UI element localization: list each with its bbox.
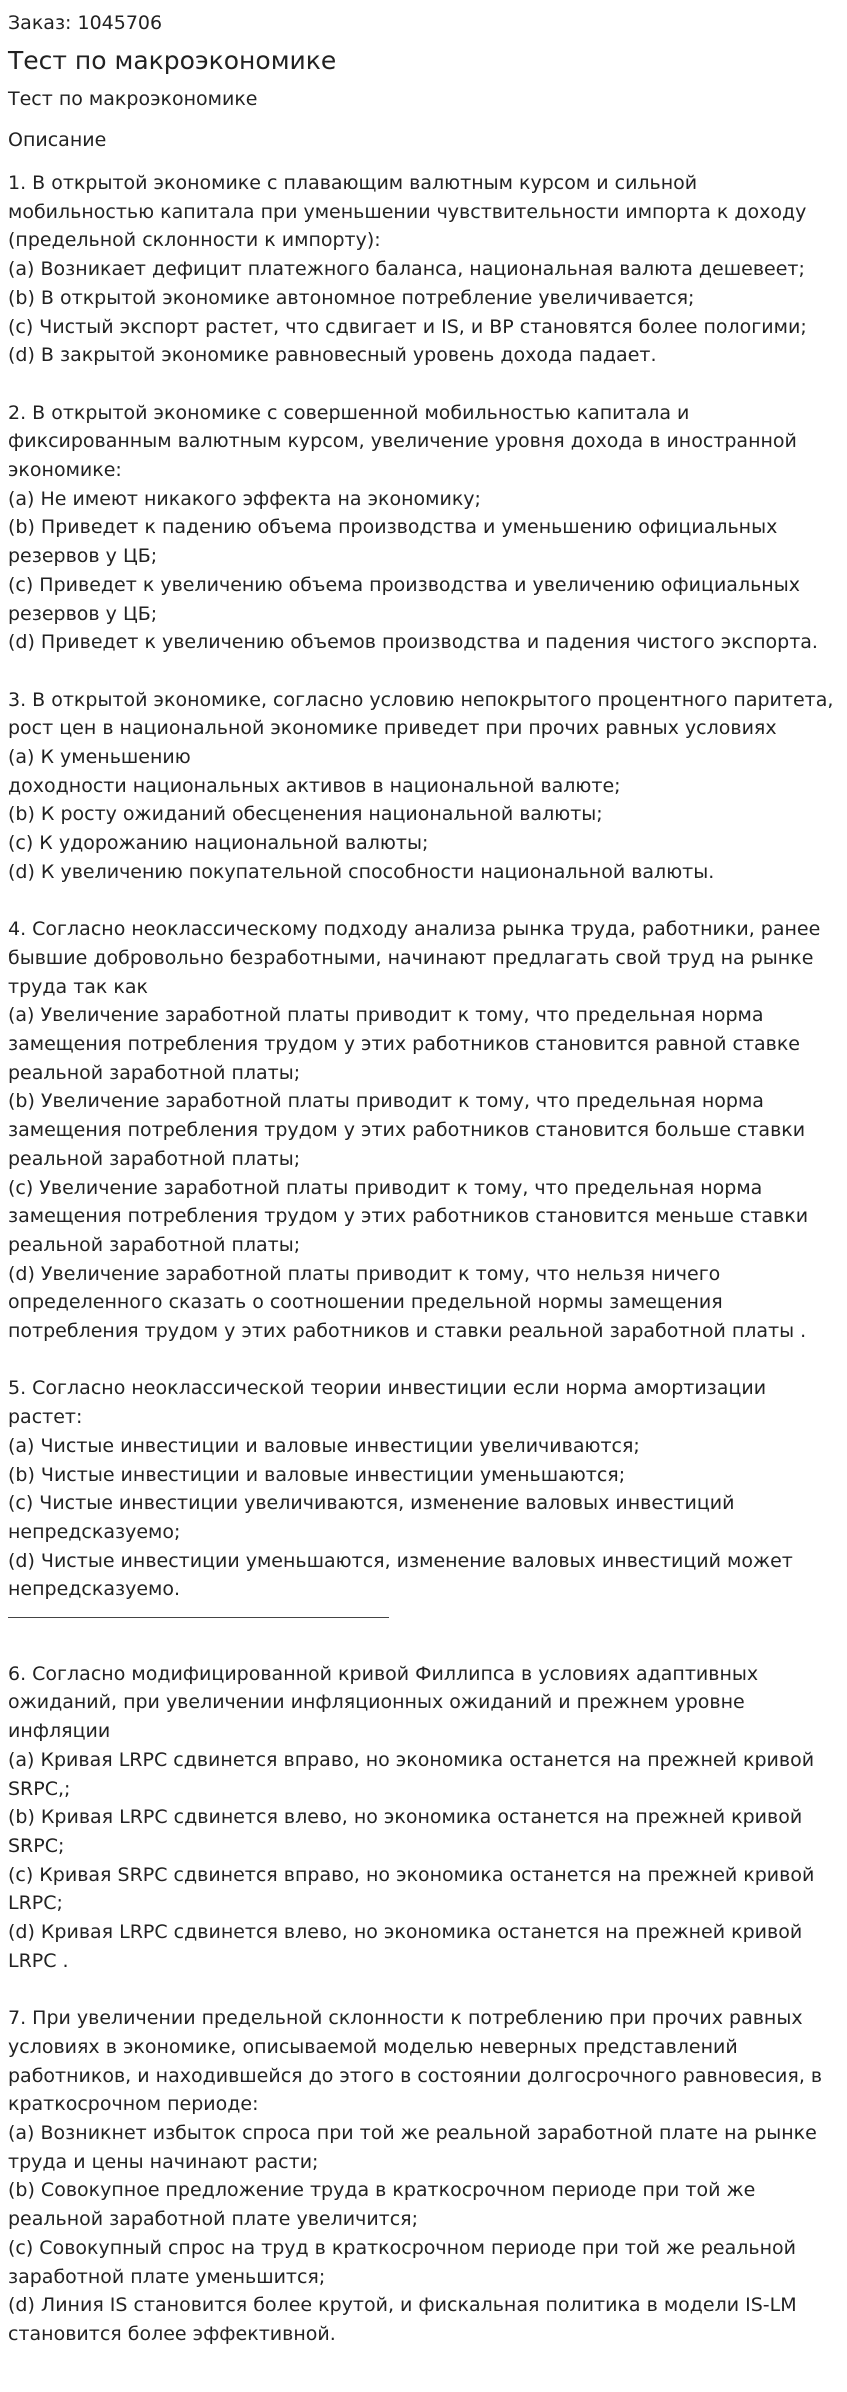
question-5 <box>8 1374 839 1604</box>
answer-option: LRPC . <box>8 1949 69 1972</box>
question-line: экономике: <box>8 459 122 482</box>
answer-option: (d) Приведет к увеличению объемов производства и падения чистого экспорта. <box>8 631 818 654</box>
answer-option: (d) Чистые инвестиции уменьшаются, изменение валовых инвестиций может <box>8 1549 793 1572</box>
question-1 <box>8 169 839 370</box>
answer-option: (b) Совокупное предложение труда в краткосрочном периоде при той же <box>8 2179 756 2202</box>
answer-option: непредсказуемо; <box>8 1520 181 1543</box>
answer-option: резервов у ЦБ; <box>8 602 158 625</box>
question-line: работников, и находившейся до этого в состоянии долгосрочного равновесия, в <box>8 2064 823 2087</box>
answer-option: доходности национальных активов в национальной валюте; <box>8 774 621 797</box>
answer-option: (b) Увеличение заработной платы приводит к тому, что предельная норма <box>8 1090 764 1113</box>
answer-option: (c) Совокупный спрос на труд в краткосрочном периоде при той же реальной <box>8 2236 796 2259</box>
description-label: Описание <box>8 129 107 151</box>
answer-option: SRPC,; <box>8 1777 71 1800</box>
answer-option: (a) Увеличение заработной платы приводит к тому, что предельная норма <box>8 1004 764 1027</box>
answer-option: резервов у ЦБ; <box>8 545 158 568</box>
question-line: условиях в экономике, описываемой моделью неверных представлений <box>8 2035 738 2058</box>
question-line: фиксированным валютным курсом, увеличение уровня дохода в иностранной <box>8 430 797 453</box>
question-6 <box>8 1660 839 1976</box>
answer-option: определенного сказать о соотношении предельной нормы замещения <box>8 1291 723 1314</box>
answer-option: (d) Увеличение заработной платы приводит к тому, что нельзя ничего <box>8 1262 721 1285</box>
question-line: 1. В открытой экономике с плавающим валютным курсом и сильной <box>8 172 698 194</box>
answer-option: реальной заработной платы; <box>8 1147 301 1170</box>
answer-option: (c) К удорожанию национальной валюты; <box>8 832 429 855</box>
question-line: 7. При увеличении предельной склонности к потреблению при прочих равных <box>8 2007 803 2030</box>
question-line: рост цен в национальной экономике приведет при прочих равных условиях <box>8 717 777 740</box>
question-line: мобильностью капитала при уменьшении чувствительности импорта к доходу <box>8 200 807 223</box>
answer-option: становится более эффективной. <box>8 2322 336 2345</box>
answer-option: SRPC; <box>8 1835 65 1857</box>
question-line: бывшие добровольно безработными, начинают предлагать свой труд на рынке <box>8 946 814 969</box>
question-line: растет: <box>8 1406 83 1429</box>
question-line: 4. Согласно неоклассическому подходу анализа рынка труда, работники, ранее <box>8 918 821 941</box>
question-line: инфляции <box>8 1720 111 1743</box>
answer-option: (c) Увеличение заработной платы приводит к тому, что предельная норма <box>8 1176 763 1199</box>
answer-option: (b) Кривая LRPC сдвинется влево, но экономика останется на прежней кривой <box>8 1806 803 1829</box>
question-line: 3. В открытой экономике, согласно условию непокрытого процентного паритета, <box>8 688 834 711</box>
question-7 <box>8 2004 839 2348</box>
answer-option: (a) Кривая LRPC сдвинется вправо, но экономика останется на прежней кривой <box>8 1748 815 1771</box>
answer-option: непредсказуемо. <box>8 1578 181 1601</box>
question-line: (предельной склонности к импорту): <box>8 229 381 252</box>
answer-option: (b) В открытой экономике автономное потребление увеличивается; <box>8 286 695 309</box>
question-4 <box>8 915 839 1346</box>
answer-option: (a) Возникает дефицит платежного баланса, национальная валюта дешевеет; <box>8 258 805 281</box>
question-3 <box>8 686 839 887</box>
questions-list <box>8 169 839 2349</box>
page-subtitle: Тест по макроэкономике <box>8 88 258 110</box>
question-line: труда так как <box>8 975 149 998</box>
answer-option: замещения потребления трудом у этих работников становится равной ставке <box>8 1033 800 1056</box>
answer-option: (b) Приведет к падению объема производства и уменьшению официальных <box>8 516 778 539</box>
answer-option: реальной заработной платы; <box>8 1233 301 1256</box>
answer-option: (c) Приведет к увеличению объема производства и увеличению официальных <box>8 573 800 596</box>
answer-option: труда и цены начинают расти; <box>8 2150 319 2173</box>
answer-option: реальной заработной платы; <box>8 1061 301 1084</box>
question-2 <box>8 399 839 657</box>
answer-option: (a) Возникнет избыток спроса при той же реальной заработной плате на рынке <box>8 2122 817 2145</box>
question-line: краткосрочном периоде: <box>8 2093 259 2116</box>
page-title: Тест по макроэкономике <box>8 46 337 75</box>
answer-option: (a) Не имеют никакого эффекта на экономику; <box>8 487 481 510</box>
answer-option: (c) Чистые инвестиции увеличиваются, изменение валовых инвестиций <box>8 1492 735 1515</box>
answer-option: замещения потребления трудом у этих работников становится больше ставки <box>8 1119 806 1142</box>
answer-option: (c) Чистый экспорт растет, что сдвигает и IS, и BP становятся более пологими; <box>8 315 807 338</box>
answer-option: замещения потребления трудом у этих работников становится меньше ставки <box>8 1205 809 1228</box>
question-line: 6. Согласно модифицированной кривой Филлипса в условиях адаптивных <box>8 1662 759 1685</box>
answer-option: заработной плате уменьшится; <box>8 2265 326 2288</box>
question-line: ожиданий, при увеличении инфляционных ожиданий и прежнем уровне <box>8 1691 745 1714</box>
answer-option: (a) К уменьшению <box>8 746 191 769</box>
answer-option: реальной заработной плате увеличится; <box>8 2208 419 2231</box>
answer-option: потребления трудом у этих работников и ставки реальной заработной платы . <box>8 1320 807 1343</box>
answer-option: LRPC; <box>8 1892 63 1915</box>
answer-option: (d) В закрытой экономике равновесный уровень дохода падает. <box>8 344 657 367</box>
answer-option: (d) К увеличению покупательной способности национальной валюты. <box>8 860 715 883</box>
horizontal-divider <box>8 1617 389 1618</box>
answer-option: (b) Чистые инвестиции и валовые инвестиции уменьшаются; <box>8 1463 626 1486</box>
answer-option: (c) Кривая SRPC сдвинется вправо, но экономика останется на прежней кривой <box>8 1863 815 1886</box>
answer-option: (d) Линия IS становится более крутой, и фискальная политика в модели IS-LM <box>8 2294 797 2317</box>
answer-option: (d) Кривая LRPC сдвинется влево, но экономика останется на прежней кривой <box>8 1921 803 1944</box>
answer-option: (a) Чистые инвестиции и валовые инвестиции увеличиваются; <box>8 1434 640 1457</box>
answer-option: (b) К росту ожиданий обесценения национальной валюты; <box>8 803 603 826</box>
order-number: Заказ: 1045706 <box>8 12 163 34</box>
question-line: 2. В открытой экономике с совершенной мобильностью капитала и <box>8 401 690 424</box>
question-line: 5. Согласно неоклассической теории инвестиции если норма амортизации <box>8 1377 767 1400</box>
